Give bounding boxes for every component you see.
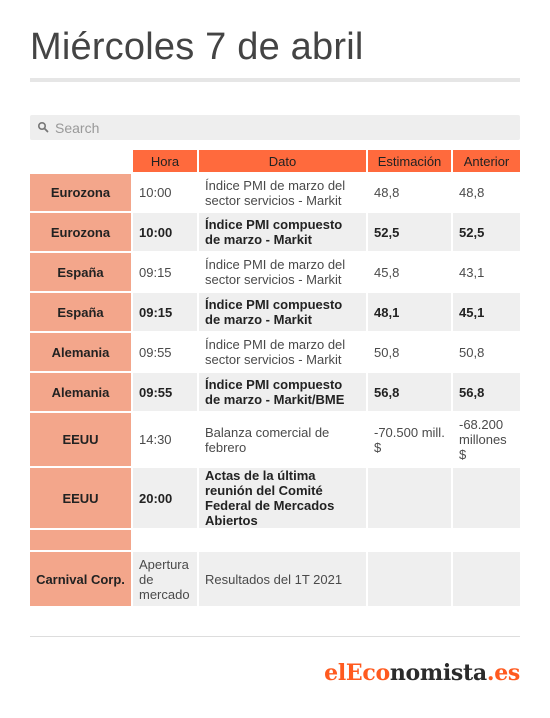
table-row [30, 253, 520, 291]
table-spacer-row [30, 530, 520, 550]
dato-cell: Índice PMI de marzo del sector servicios - Markit [199, 333, 366, 371]
anterior-cell: 43,1 [453, 253, 520, 291]
hora-cell: 20:00 [133, 468, 197, 528]
estimacion-cell: 52,5 [368, 213, 451, 251]
title-divider [30, 78, 520, 82]
hora-cell: 09:15 [133, 253, 197, 291]
table-row [30, 413, 520, 466]
anterior-cell: 56,8 [453, 373, 520, 411]
spacer-cell [199, 530, 366, 550]
brand-logo[interactable] [324, 660, 520, 686]
country-cell: Carnival Corp. [30, 552, 131, 606]
estimacion-cell: 48,8 [368, 174, 451, 211]
anterior-cell: 50,8 [453, 333, 520, 371]
brand-logo-part1: elEco [324, 660, 390, 686]
brand-logo-part3: .es [486, 660, 520, 686]
country-cell: EEUU [30, 413, 131, 466]
country-cell: España [30, 253, 131, 291]
estimacion-cell: 48,1 [368, 293, 451, 331]
search-bar[interactable] [30, 115, 520, 140]
hora-cell: 09:55 [133, 333, 197, 371]
dato-cell: Actas de la última reunión del Comité Federal de Mercados Abiertos [199, 468, 366, 528]
table-row [30, 293, 520, 331]
table-row [30, 174, 520, 211]
header-estimacion[interactable]: Estimación [368, 150, 451, 172]
header-hora[interactable]: Hora [133, 150, 197, 172]
anterior-cell: -68.200 millones $ [453, 413, 520, 466]
hora-cell: 10:00 [133, 213, 197, 251]
dato-cell: Índice PMI de marzo del sector servicios - Markit [199, 253, 366, 291]
dato-cell: Balanza comercial de febrero [199, 413, 366, 466]
table-row [30, 468, 520, 528]
hora-cell: 14:30 [133, 413, 197, 466]
anterior-cell: 48,8 [453, 174, 520, 211]
header-dato[interactable]: Dato [199, 150, 366, 172]
agenda-table [28, 148, 522, 608]
spacer-cell [453, 530, 520, 550]
country-cell: España [30, 293, 131, 331]
dato-cell: Índice PMI compuesto de marzo - Markit/BME [199, 373, 366, 411]
country-cell: EEUU [30, 468, 131, 528]
footer-divider [30, 636, 520, 637]
anterior-cell: 52,5 [453, 213, 520, 251]
anterior-cell [453, 468, 520, 528]
table-row [30, 373, 520, 411]
anterior-cell [453, 552, 520, 606]
estimacion-cell [368, 468, 451, 528]
header-blank [30, 150, 131, 172]
country-cell: Alemania [30, 333, 131, 371]
country-cell: Eurozona [30, 213, 131, 251]
header-anterior[interactable]: Anterior [453, 150, 520, 172]
estimacion-cell: 50,8 [368, 333, 451, 371]
hora-cell: 09:55 [133, 373, 197, 411]
table-row [30, 333, 520, 371]
page-title: Miércoles 7 de abril [30, 26, 364, 68]
dato-cell: Índice PMI compuesto de marzo - Markit [199, 293, 366, 331]
estimacion-cell: 45,8 [368, 253, 451, 291]
search-icon [37, 121, 49, 133]
anterior-cell: 45,1 [453, 293, 520, 331]
brand-logo-part2: nomista [389, 660, 487, 686]
estimacion-cell: 56,8 [368, 373, 451, 411]
estimacion-cell [368, 552, 451, 606]
hora-cell: Apertura de mercado [133, 552, 197, 606]
dato-cell: Resultados del 1T 2021 [199, 552, 366, 606]
country-cell: Alemania [30, 373, 131, 411]
table-row [30, 213, 520, 251]
country-cell: Eurozona [30, 174, 131, 211]
table-header-row [30, 150, 520, 172]
table-row [30, 552, 520, 606]
hora-cell: 09:15 [133, 293, 197, 331]
hora-cell: 10:00 [133, 174, 197, 211]
country-spacer [30, 530, 131, 550]
dato-cell: Índice PMI de marzo del sector servicios - Markit [199, 174, 366, 211]
estimacion-cell: -70.500 mill. $ [368, 413, 451, 466]
dato-cell: Índice PMI compuesto de marzo - Markit [199, 213, 366, 251]
spacer-cell [368, 530, 451, 550]
search-input[interactable] [53, 115, 495, 140]
spacer-cell [133, 530, 197, 550]
